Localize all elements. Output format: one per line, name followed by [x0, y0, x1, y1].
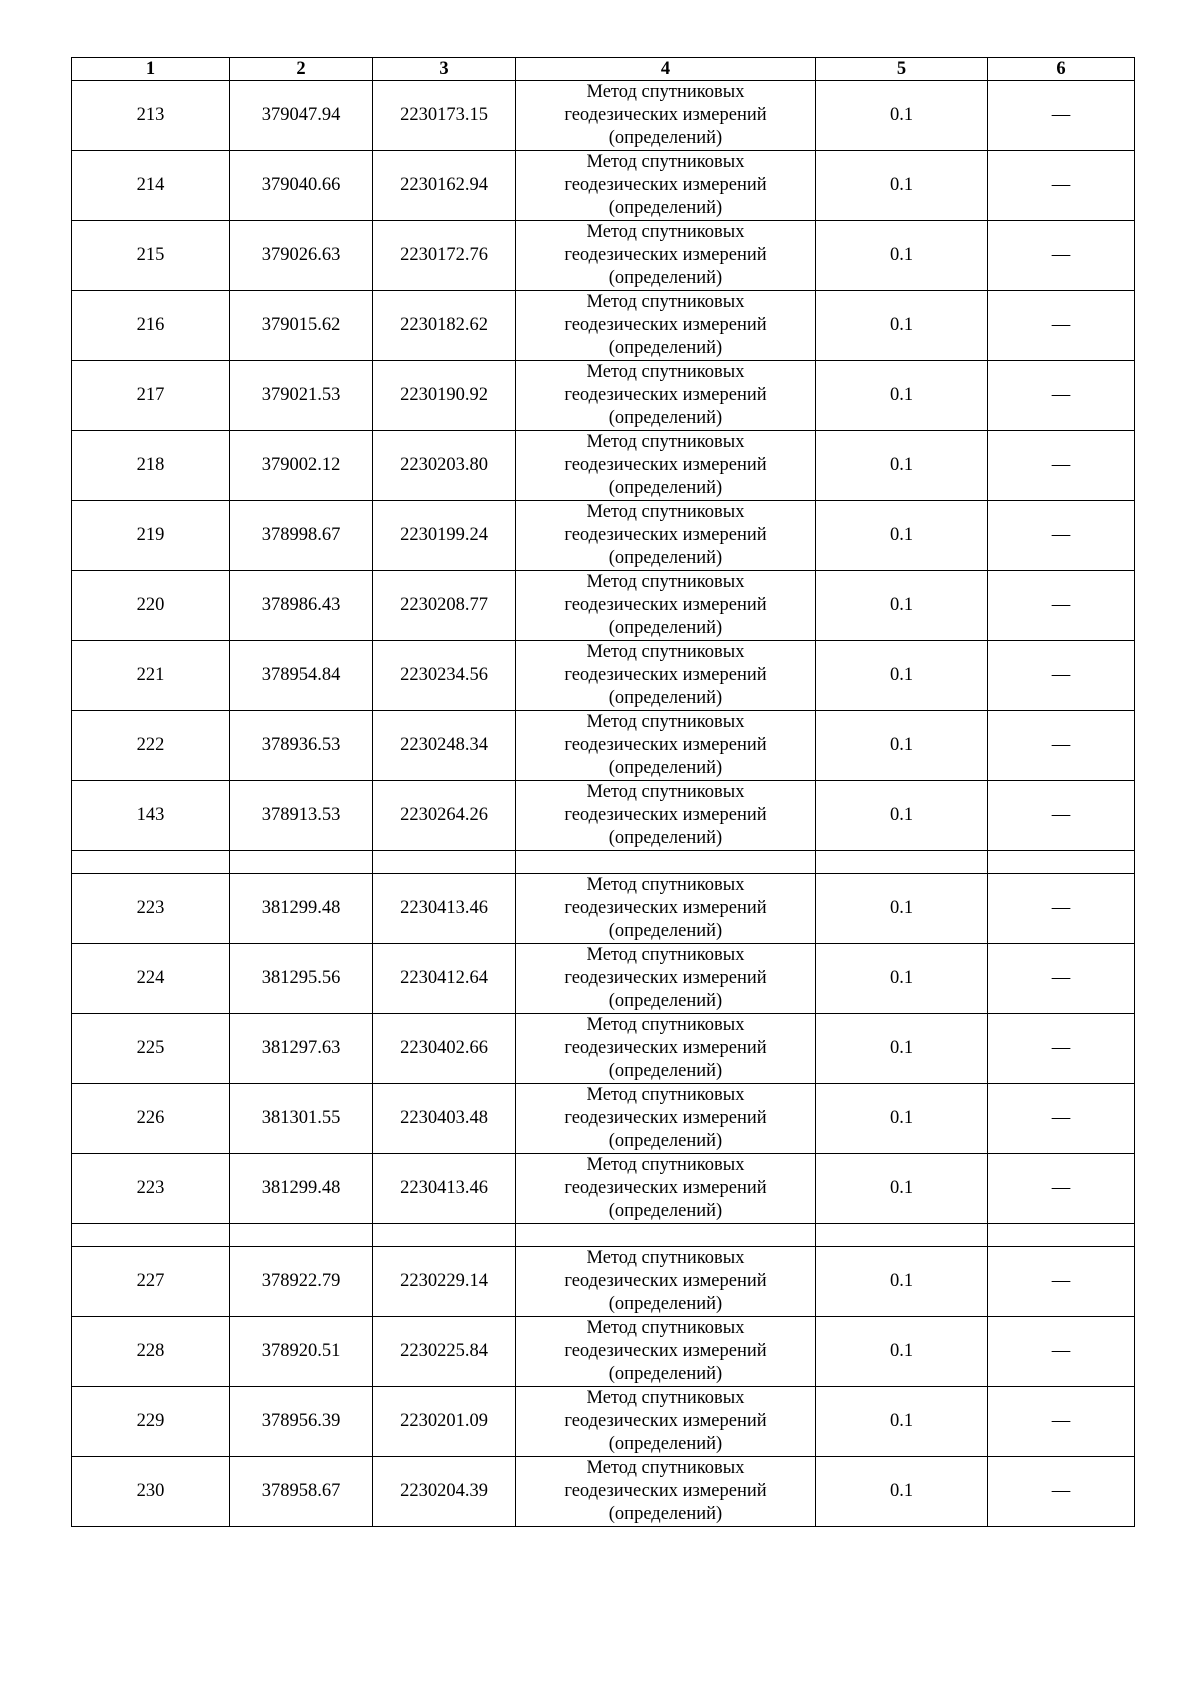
- note-cell: —: [988, 431, 1135, 501]
- x-coordinate-cell: 378936.53: [230, 711, 373, 781]
- accuracy-cell: 0.1: [816, 1014, 988, 1084]
- y-coordinate-cell: 2230234.56: [373, 641, 516, 711]
- note-cell: [988, 851, 1135, 874]
- point-number-cell: 220: [72, 571, 230, 641]
- x-coordinate-cell: 379021.53: [230, 361, 373, 431]
- table-row: [72, 1317, 1135, 1387]
- y-coordinate-cell: 2230203.80: [373, 431, 516, 501]
- header-cell-6: 6: [988, 58, 1135, 81]
- method-text: Метод спутниковых геодезических измерений (определений): [564, 292, 767, 358]
- point-number-cell: 143: [72, 781, 230, 851]
- note-cell: —: [988, 81, 1135, 151]
- x-coordinate-cell: 379015.62: [230, 291, 373, 361]
- x-coordinate-cell: 378998.67: [230, 501, 373, 571]
- accuracy-cell: 0.1: [816, 711, 988, 781]
- method-text: Метод спутниковых геодезических измерений (определений): [564, 945, 767, 1011]
- x-coordinate-cell: 378954.84: [230, 641, 373, 711]
- accuracy-cell: [816, 1224, 988, 1247]
- method-text: Метод спутниковых геодезических измерений (определений): [564, 642, 767, 708]
- method-cell: [516, 944, 816, 1014]
- table-header: [72, 58, 1135, 81]
- y-coordinate-cell: 2230225.84: [373, 1317, 516, 1387]
- accuracy-cell: 0.1: [816, 571, 988, 641]
- point-number-cell: 215: [72, 221, 230, 291]
- accuracy-cell: 0.1: [816, 1317, 988, 1387]
- point-number-cell: 213: [72, 81, 230, 151]
- method-cell: [516, 1224, 816, 1247]
- y-coordinate-cell: 2230199.24: [373, 501, 516, 571]
- header-cell-4: 4: [516, 58, 816, 81]
- point-number-cell: 222: [72, 711, 230, 781]
- y-coordinate-cell: 2230229.14: [373, 1247, 516, 1317]
- accuracy-cell: 0.1: [816, 1457, 988, 1527]
- accuracy-cell: 0.1: [816, 944, 988, 1014]
- note-cell: —: [988, 1317, 1135, 1387]
- y-coordinate-cell: 2230182.62: [373, 291, 516, 361]
- method-text: Метод спутниковых геодезических измерений (определений): [564, 1458, 767, 1524]
- note-cell: —: [988, 711, 1135, 781]
- table-row: [72, 501, 1135, 571]
- point-number-cell: 225: [72, 1014, 230, 1084]
- x-coordinate-cell: 378956.39: [230, 1387, 373, 1457]
- method-cell: [516, 874, 816, 944]
- method-text: Метод спутниковых геодезических измерений (определений): [564, 1015, 767, 1081]
- point-number-cell: 229: [72, 1387, 230, 1457]
- note-cell: —: [988, 571, 1135, 641]
- note-cell: —: [988, 1154, 1135, 1224]
- point-number-cell: [72, 1224, 230, 1247]
- method-text: Метод спутниковых геодезических измерений (определений): [564, 1318, 767, 1384]
- method-text: Метод спутниковых геодезических измерений (определений): [564, 82, 767, 148]
- table-row: [72, 874, 1135, 944]
- x-coordinate-cell: 378986.43: [230, 571, 373, 641]
- y-coordinate-cell: [373, 1224, 516, 1247]
- method-text: Метод спутниковых геодезических измерений (определений): [564, 712, 767, 778]
- point-number-cell: 223: [72, 1154, 230, 1224]
- method-cell: [516, 361, 816, 431]
- table-row: [72, 781, 1135, 851]
- method-cell: [516, 221, 816, 291]
- x-coordinate-cell: 381299.48: [230, 1154, 373, 1224]
- point-number-cell: 216: [72, 291, 230, 361]
- method-cell: [516, 1014, 816, 1084]
- method-cell: [516, 711, 816, 781]
- accuracy-cell: 0.1: [816, 641, 988, 711]
- point-number-cell: 226: [72, 1084, 230, 1154]
- note-cell: —: [988, 1387, 1135, 1457]
- y-coordinate-cell: 2230264.26: [373, 781, 516, 851]
- point-number-cell: 219: [72, 501, 230, 571]
- y-coordinate-cell: 2230413.46: [373, 1154, 516, 1224]
- note-cell: —: [988, 151, 1135, 221]
- note-cell: —: [988, 291, 1135, 361]
- y-coordinate-cell: 2230403.48: [373, 1084, 516, 1154]
- x-coordinate-cell: 381297.63: [230, 1014, 373, 1084]
- accuracy-cell: 0.1: [816, 1387, 988, 1457]
- accuracy-cell: 0.1: [816, 1247, 988, 1317]
- point-number-cell: 227: [72, 1247, 230, 1317]
- note-cell: —: [988, 1084, 1135, 1154]
- x-coordinate-cell: 378920.51: [230, 1317, 373, 1387]
- accuracy-cell: 0.1: [816, 151, 988, 221]
- method-text: Метод спутниковых геодезических измерений (определений): [564, 222, 767, 288]
- y-coordinate-cell: 2230204.39: [373, 1457, 516, 1527]
- method-text: Метод спутниковых геодезических измерений (определений): [564, 782, 767, 848]
- method-text: Метод спутниковых геодезических измерений (определений): [564, 1155, 767, 1221]
- note-cell: —: [988, 781, 1135, 851]
- table-row: [72, 361, 1135, 431]
- table-row: [72, 944, 1135, 1014]
- x-coordinate-cell: 378958.67: [230, 1457, 373, 1527]
- header-cell-3: 3: [373, 58, 516, 81]
- note-cell: —: [988, 944, 1135, 1014]
- table-row: [72, 221, 1135, 291]
- point-number-cell: 230: [72, 1457, 230, 1527]
- table-body: [72, 81, 1135, 1527]
- accuracy-cell: 0.1: [816, 874, 988, 944]
- method-cell: [516, 781, 816, 851]
- method-cell: [516, 81, 816, 151]
- header-cell-2: 2: [230, 58, 373, 81]
- y-coordinate-cell: 2230201.09: [373, 1387, 516, 1457]
- method-text: Метод спутниковых геодезических измерений (определений): [564, 1085, 767, 1151]
- y-coordinate-cell: 2230162.94: [373, 151, 516, 221]
- method-cell: [516, 1084, 816, 1154]
- x-coordinate-cell: [230, 1224, 373, 1247]
- accuracy-cell: 0.1: [816, 781, 988, 851]
- accuracy-cell: 0.1: [816, 221, 988, 291]
- x-coordinate-cell: 381301.55: [230, 1084, 373, 1154]
- table-row: [72, 1387, 1135, 1457]
- point-number-cell: [72, 851, 230, 874]
- table-row: [72, 431, 1135, 501]
- method-cell: [516, 291, 816, 361]
- note-cell: —: [988, 501, 1135, 571]
- method-cell: [516, 1457, 816, 1527]
- x-coordinate-cell: 378922.79: [230, 1247, 373, 1317]
- point-number-cell: 221: [72, 641, 230, 711]
- point-number-cell: 223: [72, 874, 230, 944]
- note-cell: —: [988, 221, 1135, 291]
- method-text: Метод спутниковых геодезических измерений (определений): [564, 152, 767, 218]
- method-text: Метод спутниковых геодезических измерений (определений): [564, 432, 767, 498]
- table-row: [72, 1014, 1135, 1084]
- accuracy-cell: 0.1: [816, 81, 988, 151]
- y-coordinate-cell: 2230402.66: [373, 1014, 516, 1084]
- method-cell: [516, 1154, 816, 1224]
- method-text: Метод спутниковых геодезических измерений (определений): [564, 502, 767, 568]
- note-cell: —: [988, 361, 1135, 431]
- y-coordinate-cell: 2230413.46: [373, 874, 516, 944]
- table-row: [72, 151, 1135, 221]
- x-coordinate-cell: 378913.53: [230, 781, 373, 851]
- note-cell: [988, 1224, 1135, 1247]
- header-cell-5: 5: [816, 58, 988, 81]
- y-coordinate-cell: 2230208.77: [373, 571, 516, 641]
- point-number-cell: 224: [72, 944, 230, 1014]
- method-cell: [516, 151, 816, 221]
- header-cell-1: 1: [72, 58, 230, 81]
- method-cell: [516, 431, 816, 501]
- accuracy-cell: 0.1: [816, 1154, 988, 1224]
- table-row: [72, 1457, 1135, 1527]
- y-coordinate-cell: 2230248.34: [373, 711, 516, 781]
- y-coordinate-cell: 2230173.15: [373, 81, 516, 151]
- point-number-cell: 218: [72, 431, 230, 501]
- note-cell: —: [988, 874, 1135, 944]
- accuracy-cell: [816, 851, 988, 874]
- coordinates-table: [71, 57, 1135, 1527]
- y-coordinate-cell: 2230190.92: [373, 361, 516, 431]
- x-coordinate-cell: 381299.48: [230, 874, 373, 944]
- method-text: Метод спутниковых геодезических измерений (определений): [564, 1388, 767, 1454]
- accuracy-cell: 0.1: [816, 361, 988, 431]
- table-row: [72, 1154, 1135, 1224]
- method-cell: [516, 641, 816, 711]
- table-row: [72, 81, 1135, 151]
- method-cell: [516, 851, 816, 874]
- x-coordinate-cell: 381295.56: [230, 944, 373, 1014]
- method-text: Метод спутниковых геодезических измерений (определений): [564, 875, 767, 941]
- x-coordinate-cell: 379002.12: [230, 431, 373, 501]
- method-text: Метод спутниковых геодезических измерений (определений): [564, 572, 767, 638]
- table-row: [72, 291, 1135, 361]
- method-cell: [516, 1317, 816, 1387]
- point-number-cell: 228: [72, 1317, 230, 1387]
- method-text: Метод спутниковых геодезических измерений (определений): [564, 362, 767, 428]
- table-row: [72, 641, 1135, 711]
- accuracy-cell: 0.1: [816, 501, 988, 571]
- point-number-cell: 217: [72, 361, 230, 431]
- table-row: [72, 1084, 1135, 1154]
- accuracy-cell: 0.1: [816, 291, 988, 361]
- method-cell: [516, 1247, 816, 1317]
- method-cell: [516, 501, 816, 571]
- separator-row: [72, 1224, 1135, 1247]
- note-cell: —: [988, 1457, 1135, 1527]
- table-row: [72, 571, 1135, 641]
- method-text: Метод спутниковых геодезических измерений (определений): [564, 1248, 767, 1314]
- x-coordinate-cell: [230, 851, 373, 874]
- x-coordinate-cell: 379040.66: [230, 151, 373, 221]
- y-coordinate-cell: [373, 851, 516, 874]
- method-cell: [516, 571, 816, 641]
- note-cell: —: [988, 1247, 1135, 1317]
- header-row: [72, 58, 1135, 81]
- y-coordinate-cell: 2230412.64: [373, 944, 516, 1014]
- table-row: [72, 711, 1135, 781]
- note-cell: —: [988, 641, 1135, 711]
- x-coordinate-cell: 379026.63: [230, 221, 373, 291]
- table-row: [72, 1247, 1135, 1317]
- accuracy-cell: 0.1: [816, 1084, 988, 1154]
- method-cell: [516, 1387, 816, 1457]
- note-cell: —: [988, 1014, 1135, 1084]
- x-coordinate-cell: 379047.94: [230, 81, 373, 151]
- y-coordinate-cell: 2230172.76: [373, 221, 516, 291]
- accuracy-cell: 0.1: [816, 431, 988, 501]
- point-number-cell: 214: [72, 151, 230, 221]
- separator-row: [72, 851, 1135, 874]
